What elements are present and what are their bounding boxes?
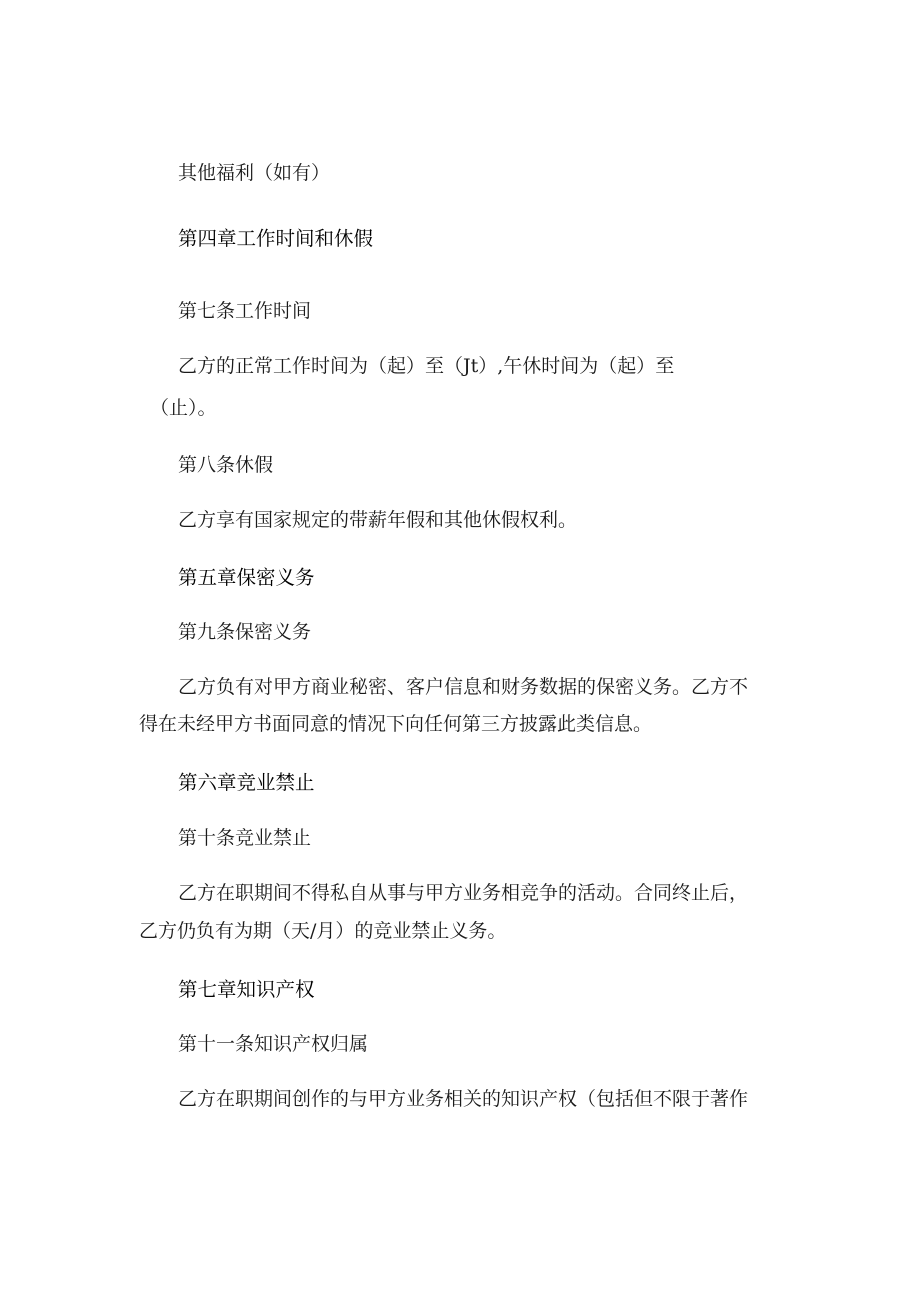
other-benefits-text: 其他福利（如有） [178, 162, 331, 184]
article-7-text-line-1: 乙方的正常工作时间为（起）至（Jt）,午休时间为（起）至 [178, 355, 675, 377]
article-11-text-line-1: 乙方在职期间创作的与甲方业务相关的知识产权（包括但不限于著作 [178, 1088, 749, 1110]
article-10-text-line-2: 乙方仍负有为期（天/月）的竞业禁止义务。 [139, 920, 507, 942]
article-8-text: 乙方享有国家规定的带薪年假和其他休假权利。 [178, 509, 578, 531]
article-10-text-line-1: 乙方在职期间不得私自从事与甲方业务相竞争的活动。合同终止后， [178, 882, 749, 904]
article-7-title: 第七条工作时间 [178, 300, 312, 322]
article-9-title: 第九条保密义务 [178, 621, 312, 643]
chapter-6-heading: 第六章竞业禁止 [178, 771, 315, 794]
article-9-text-line-1: 乙方负有对甲方商业秘密、客户信息和财务数据的保密义务。乙方不 [178, 676, 749, 698]
article-9-text-line-2: 得在未经甲方书面同意的情况下向任何第三方披露此类信息。 [139, 713, 653, 735]
article-8-title: 第八条休假 [178, 454, 274, 476]
chapter-7-heading: 第七章知识产权 [178, 978, 315, 1001]
chapter-4-heading: 第四章工作时间和休假 [178, 227, 374, 250]
article-11-title: 第十一条知识产权归属 [178, 1033, 369, 1055]
article-10-title: 第十条竞业禁止 [178, 827, 312, 849]
article-7-text-line-2: （止）。 [150, 397, 217, 419]
chapter-5-heading: 第五章保密义务 [178, 566, 315, 589]
